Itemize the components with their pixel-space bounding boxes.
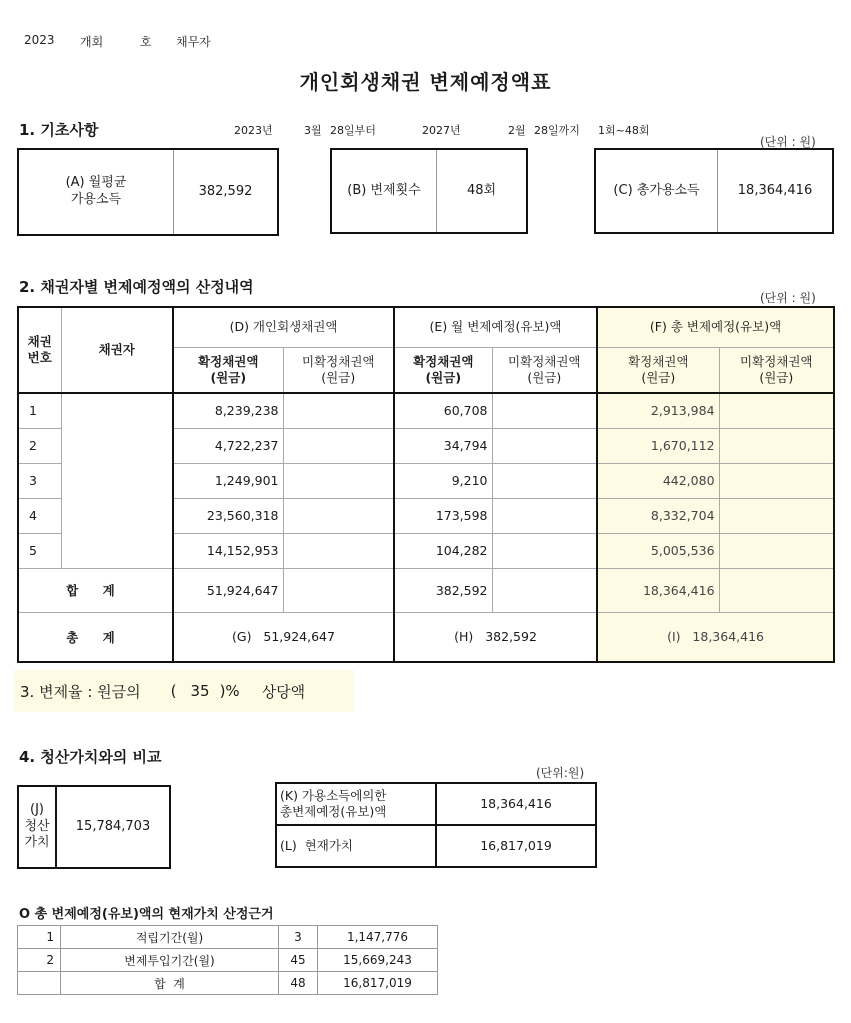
debtor-label: 채무자 [176, 35, 211, 49]
present-value-basis-table [17, 925, 438, 995]
basis-months: 45 [279, 949, 318, 972]
l-value: 16,817,019 [436, 825, 596, 867]
start-month: 3월 [304, 124, 322, 137]
rounds: 1회~48회 [598, 124, 650, 137]
section1-unit: (단위 : 원) [760, 135, 816, 149]
section3-repayment-rate [14, 670, 354, 712]
basis-heading: O 총 변제예정(유보)액의 현재가치 산정근거 [19, 907, 274, 922]
box-b-repayment-count [330, 148, 528, 234]
basis-amount: 1,147,776 [318, 926, 438, 949]
box-b-value: 48회 [436, 150, 526, 232]
basis-row [18, 949, 438, 972]
subtotal-d-confirmed: 51,924,647 [173, 568, 283, 612]
box-c-value: 18,364,416 [717, 150, 832, 232]
row-no: 4 [18, 498, 61, 533]
e-unconfirmed [492, 393, 597, 428]
j-label-2: 청산 [24, 818, 50, 834]
l-row [276, 825, 596, 867]
end-month: 2월 [508, 124, 526, 137]
row-no: 2 [18, 428, 61, 463]
e-unconfirmed [492, 498, 597, 533]
rate-value: 35 [190, 682, 210, 700]
header-row-1 [18, 307, 834, 347]
subtotal-e-confirmed: 382,592 [394, 568, 492, 612]
col-group-f: (F) 총 변제예정(유보)액 [597, 307, 834, 347]
creditor-repayment-table [17, 306, 835, 663]
page-title: 개인회생채권 변제예정액표 [299, 70, 552, 94]
f-unconfirmed [719, 393, 834, 428]
basis-no: 1 [18, 926, 61, 949]
start-day: 28일부터 [330, 124, 376, 137]
col-header-e-unconfirmed: 미확정채권액 (원금) [492, 347, 597, 393]
basis-label: 적립기간(월) [61, 926, 279, 949]
row-no: 1 [18, 393, 61, 428]
f-unconfirmed [719, 428, 834, 463]
rate-open-paren: ( [170, 682, 177, 700]
basis-row [18, 926, 438, 949]
e-confirmed: 104,282 [394, 533, 492, 568]
f-confirmed: 5,005,536 [597, 533, 719, 568]
f-unconfirmed [719, 463, 834, 498]
box-a-monthly-income [17, 148, 279, 236]
e-confirmed: 60,708 [394, 393, 492, 428]
total-g: (G) 51,924,647 [173, 612, 394, 662]
col-header-f-unconfirmed: 미확정채권액 (원금) [719, 347, 834, 393]
e-unconfirmed [492, 428, 597, 463]
box-c-label: (C) 총가용소득 [613, 182, 700, 198]
col-header-d-confirmed: 확정채권액 (원금) [173, 347, 283, 393]
basis-total-months: 48 [279, 972, 318, 995]
case-number-label: 호 [140, 35, 152, 49]
subtotal-row [18, 568, 834, 612]
basis-amount: 15,669,243 [318, 949, 438, 972]
e-unconfirmed [492, 463, 597, 498]
row-creditor [61, 393, 173, 568]
col-group-e: (E) 월 변제예정(유보)액 [394, 307, 597, 347]
subtotal-label: 합 계 [18, 568, 173, 612]
col-header-creditor: 채권자 [61, 307, 173, 393]
basis-no: 2 [18, 949, 61, 972]
f-confirmed: 1,670,112 [597, 428, 719, 463]
basis-months: 3 [279, 926, 318, 949]
e-confirmed: 173,598 [394, 498, 492, 533]
f-confirmed: 442,080 [597, 463, 719, 498]
d-unconfirmed [283, 463, 394, 498]
total-i: (I) 18,364,416 [597, 612, 834, 662]
comparison-table [275, 782, 597, 868]
e-confirmed: 9,210 [394, 463, 492, 498]
section4-unit: (단위:원) [536, 766, 585, 780]
d-confirmed: 14,152,953 [173, 533, 283, 568]
total-row [18, 612, 834, 662]
box-a-value: 382,592 [173, 150, 277, 234]
total-label: 총 계 [18, 612, 173, 662]
rate-close-paren: )% [219, 682, 240, 700]
d-confirmed: 1,249,901 [173, 463, 283, 498]
section2-unit: (단위 : 원) [760, 291, 816, 305]
col-header-d-unconfirmed: 미확정채권액 (원금) [283, 347, 394, 393]
basis-label: 변제투입기간(월) [61, 949, 279, 972]
d-confirmed: 23,560,318 [173, 498, 283, 533]
f-confirmed: 8,332,704 [597, 498, 719, 533]
section2-heading: 2. 채권자별 변제예정액의 산정내역 [19, 278, 254, 296]
section4-heading: 4. 청산가치와의 비교 [19, 748, 162, 766]
box-c-total-income [594, 148, 834, 234]
basis-total-row [18, 972, 438, 995]
subtotal-f-confirmed: 18,364,416 [597, 568, 719, 612]
f-unconfirmed [719, 498, 834, 533]
box-b-label: (B) 변제횟수 [347, 182, 421, 198]
f-confirmed: 2,913,984 [597, 393, 719, 428]
col-header-no: 채권 번호 [18, 307, 61, 393]
k-label: (K) 가용소득에의한 총변제예정(유보)액 [276, 783, 436, 825]
k-value: 18,364,416 [436, 783, 596, 825]
basis-total-amount: 16,817,019 [318, 972, 438, 995]
d-unconfirmed [283, 393, 394, 428]
d-confirmed: 4,722,237 [173, 428, 283, 463]
col-header-e-confirmed: 확정채권액 (원금) [394, 347, 492, 393]
rate-prefix: 3. 변제율 : 원금의 [20, 682, 141, 701]
col-header-f-confirmed: 확정채권액 (원금) [597, 347, 719, 393]
start-year: 2023년 [234, 124, 273, 137]
j-label-3: 가치 [24, 835, 50, 851]
d-unconfirmed [283, 498, 394, 533]
end-year: 2027년 [422, 124, 461, 137]
end-day: 28일까지 [534, 124, 580, 137]
case-type: 개회 [80, 35, 104, 49]
basis-total-label: 합 계 [61, 972, 279, 995]
j-label-1: (J) [30, 801, 44, 817]
row-no: 5 [18, 533, 61, 568]
rate-suffix: 상당액 [261, 682, 306, 701]
f-unconfirmed [719, 533, 834, 568]
liquidation-value-box [17, 785, 171, 869]
box-a-label-2: 가용소득 [70, 192, 122, 207]
d-confirmed: 8,239,238 [173, 393, 283, 428]
j-value: 15,784,703 [75, 818, 151, 834]
section1-heading: 1. 기초사항 [19, 121, 99, 139]
l-label: (L) 현재가치 [276, 825, 436, 867]
total-h: (H) 382,592 [394, 612, 597, 662]
d-unconfirmed [283, 533, 394, 568]
table-row [18, 393, 834, 428]
e-confirmed: 34,794 [394, 428, 492, 463]
k-row [276, 783, 596, 825]
e-unconfirmed [492, 533, 597, 568]
row-no: 3 [18, 463, 61, 498]
d-unconfirmed [283, 428, 394, 463]
box-a-label-1: (A) 월평균 [65, 175, 127, 191]
case-year: 2023 [24, 33, 55, 47]
col-group-d: (D) 개인회생채권액 [173, 307, 394, 347]
